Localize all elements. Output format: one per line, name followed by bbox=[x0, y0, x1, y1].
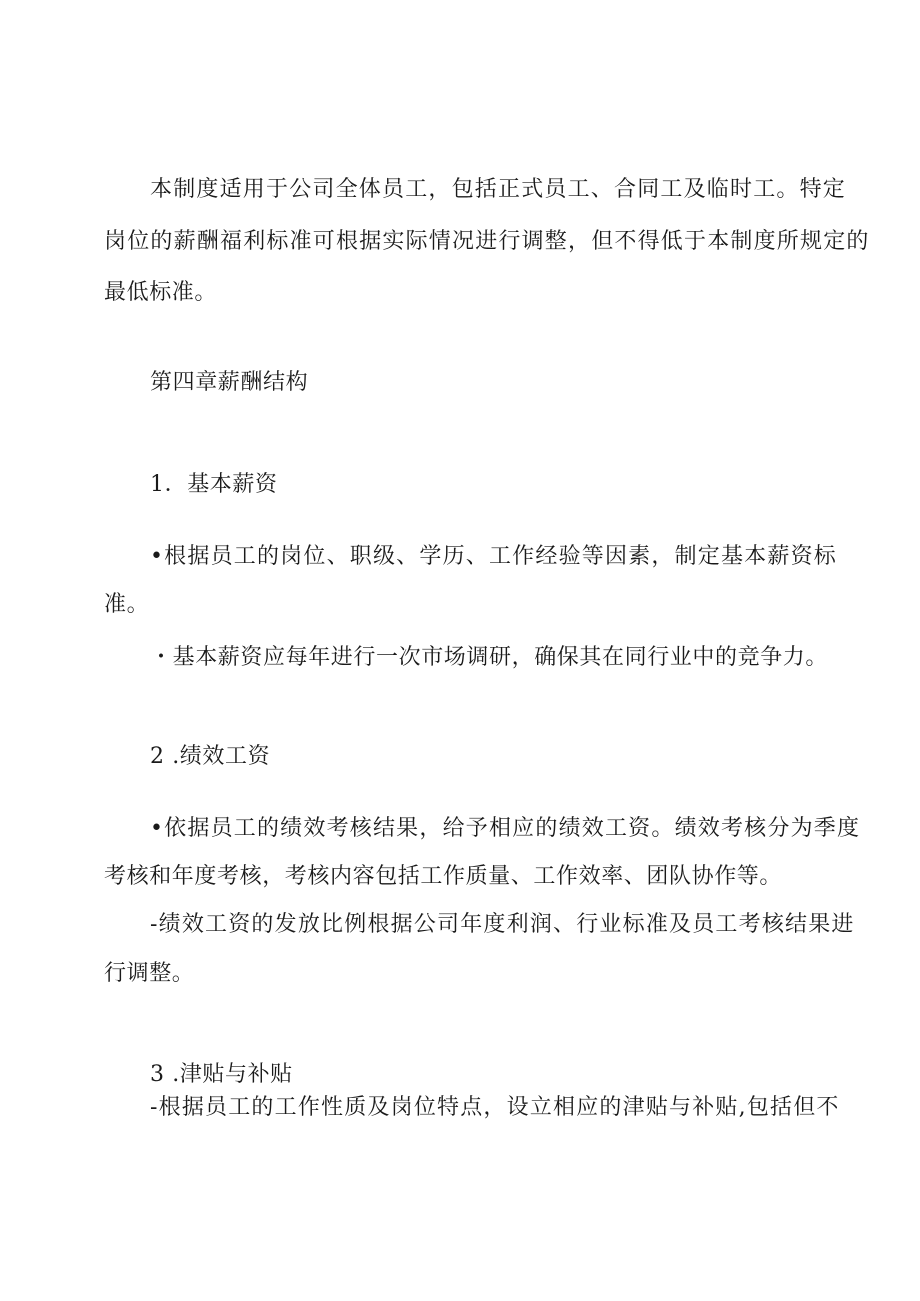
basic-salary-item-1-line-2: 准。 bbox=[104, 592, 150, 617]
chapter-title: 第四章薪酬结构 bbox=[150, 370, 309, 395]
allowances-item-1-line-1: -根据员工的工作性质及岗位特点，设立相应的津贴与补贴,包括但不 bbox=[150, 1095, 840, 1120]
scope-paragraph-line-2: 岗位的薪酬福利标准可根据实际情况进行调整，但不得低于本制度所规定的 bbox=[104, 229, 870, 254]
scope-paragraph-line-3: 最低标准。 bbox=[104, 280, 218, 305]
performance-item-1-line-1: •依据员工的绩效考核结果，给予相应的绩效工资。绩效考核分为季度 bbox=[150, 816, 861, 841]
scope-paragraph-line-1: 本制度适用于公司全体员工，包括正式员工、合同工及临时工。特定 bbox=[150, 177, 847, 202]
section-heading-basic-salary: 1．基本薪资 bbox=[150, 472, 278, 497]
basic-salary-item-1-line-1: •根据员工的岗位、职级、学历、工作经验等因素，制定基本薪资标 bbox=[150, 544, 837, 569]
performance-item-2-line-2: 行调整。 bbox=[104, 961, 195, 986]
section-heading-allowances: 3 .津贴与补贴 bbox=[150, 1062, 293, 1087]
basic-salary-item-2-line-1: ・基本薪资应每年进行一次市场调研，确保其在同行业中的竞争力。 bbox=[150, 645, 829, 670]
performance-item-1-line-2: 考核和年度考核，考核内容包括工作质量、工作效率、团队协作等。 bbox=[104, 864, 783, 889]
performance-item-2-line-1: -绩效工资的发放比例根据公司年度利润、行业标准及员工考核结果进 bbox=[150, 912, 855, 937]
section-heading-performance-pay: 2 .绩效工资 bbox=[150, 744, 271, 769]
